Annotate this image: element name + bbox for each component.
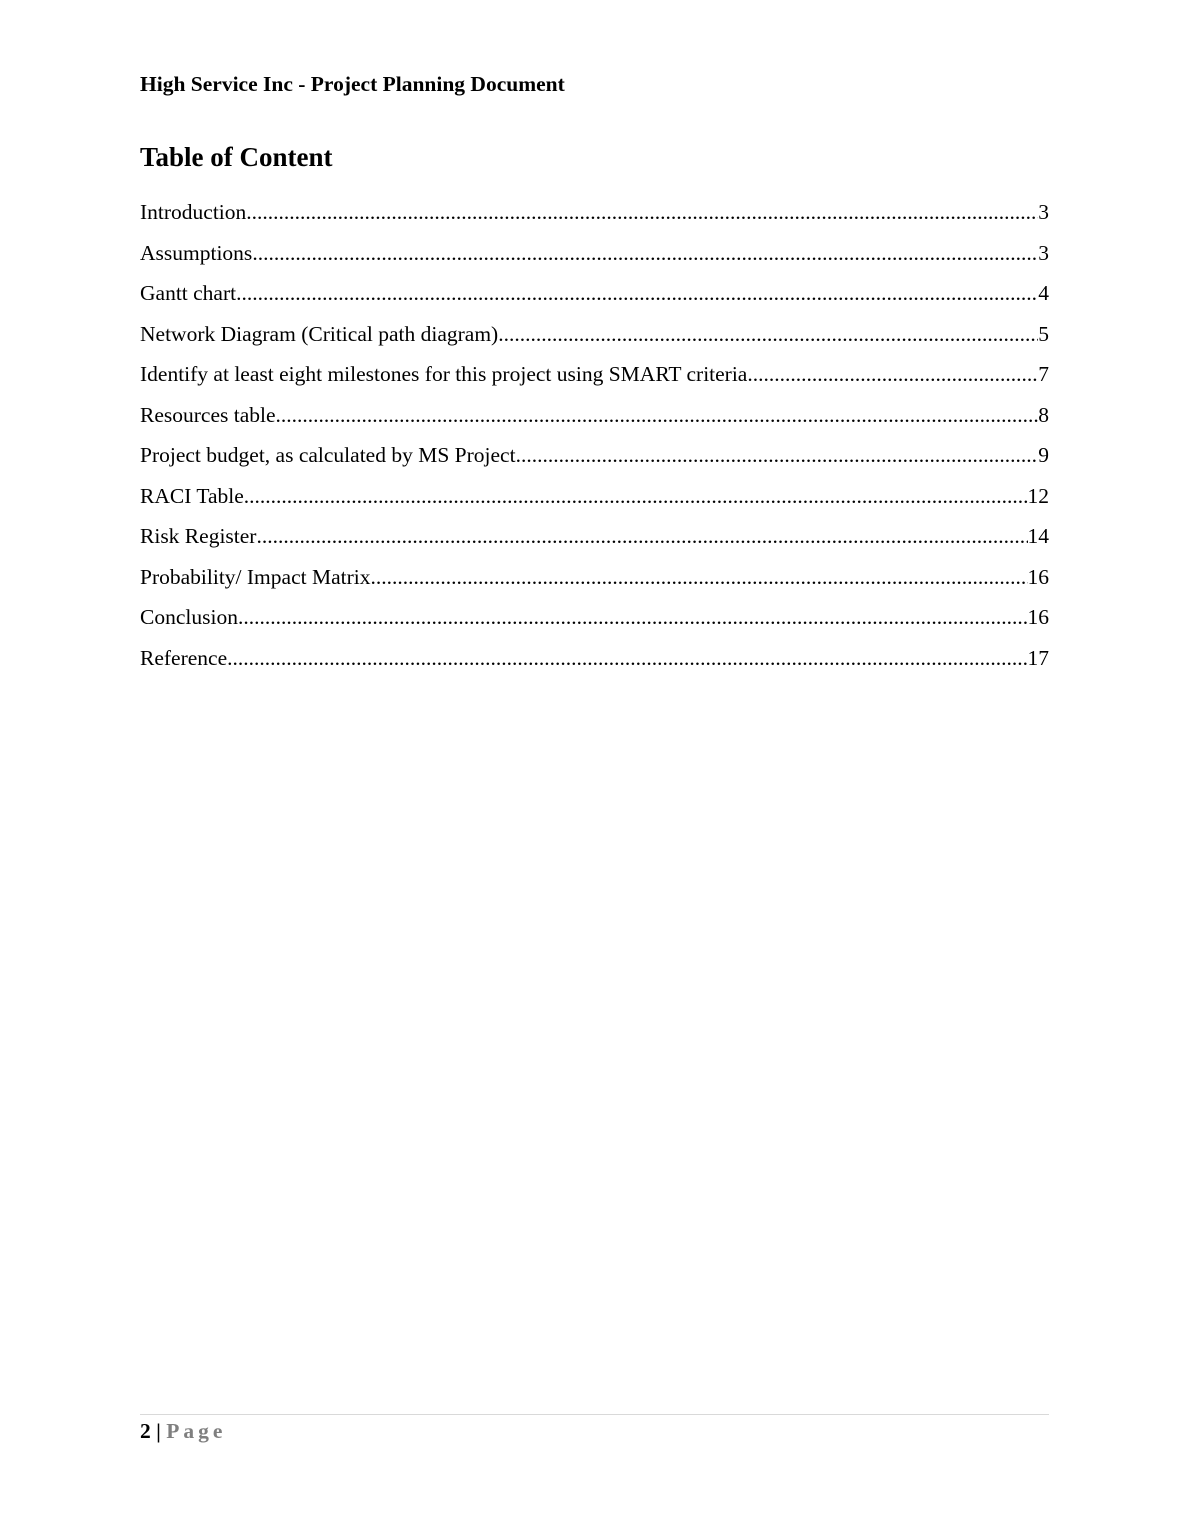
toc-entry-label: Probability/ Impact Matrix <box>140 564 371 589</box>
toc-entry-page: 4 <box>1038 281 1049 305</box>
toc-entry-probability-impact-matrix[interactable] <box>140 563 1049 604</box>
toc-entry-assumptions[interactable] <box>140 239 1049 280</box>
toc-dot-leader <box>276 401 1039 429</box>
toc-dot-leader <box>371 563 1028 591</box>
document-header-title: High Service Inc - Project Planning Document <box>140 72 565 96</box>
toc-entry-page: 9 <box>1038 443 1049 467</box>
toc-entry-page: 8 <box>1038 402 1049 427</box>
toc-dot-leader <box>236 279 1038 307</box>
footer-page-number: 2 <box>140 1419 151 1443</box>
table-of-contents <box>140 198 1049 684</box>
toc-dot-leader <box>227 644 1027 672</box>
toc-entry-project-budget[interactable] <box>140 441 1049 482</box>
toc-entry-milestones[interactable] <box>140 360 1049 401</box>
toc-dot-leader <box>244 482 1028 510</box>
toc-entry-page: 7 <box>1038 362 1049 386</box>
toc-entry-page: 16 <box>1027 564 1049 589</box>
toc-dot-leader <box>238 603 1028 631</box>
toc-dot-leader <box>516 441 1039 469</box>
toc-entry-label: Conclusion <box>140 605 238 629</box>
toc-entry-page: 3 <box>1038 200 1049 224</box>
toc-entry-page: 17 <box>1027 645 1049 670</box>
toc-entry-label: Project budget, as calculated by MS Project <box>140 443 516 467</box>
page-footer <box>140 1417 226 1445</box>
toc-entry-gantt-chart[interactable] <box>140 279 1049 320</box>
toc-heading: Table of Content <box>140 142 333 172</box>
toc-entry-page: 3 <box>1038 240 1049 265</box>
toc-entry-page: 12 <box>1027 483 1049 508</box>
toc-entry-label: Identify at least eight milestones for this project using SMART criteria <box>140 362 748 386</box>
toc-dot-leader <box>256 522 1027 550</box>
toc-entry-label: Resources table <box>140 402 276 427</box>
footer-page-word: Page <box>166 1419 227 1443</box>
toc-entry-raci-table[interactable] <box>140 482 1049 523</box>
toc-entry-label: Network Diagram (Critical path diagram) <box>140 321 499 346</box>
toc-entry-network-diagram[interactable] <box>140 320 1049 361</box>
toc-dot-leader <box>252 239 1038 267</box>
toc-entry-page: 14 <box>1027 524 1049 548</box>
footer-divider <box>140 1414 1049 1415</box>
toc-entry-page: 5 <box>1038 321 1049 346</box>
toc-dot-leader <box>246 198 1038 226</box>
toc-entry-resources-table[interactable] <box>140 401 1049 442</box>
toc-entry-page: 16 <box>1027 605 1049 629</box>
toc-entry-label: Risk Register <box>140 524 257 548</box>
toc-entry-reference[interactable] <box>140 644 1049 685</box>
toc-entry-label: Introduction <box>140 200 247 224</box>
toc-entry-label: RACI Table <box>140 483 244 508</box>
toc-entry-label: Gantt chart <box>140 281 237 305</box>
toc-entry-introduction[interactable] <box>140 198 1049 239</box>
footer-separator: | <box>156 1419 161 1443</box>
toc-dot-leader <box>747 360 1038 388</box>
toc-entry-risk-register[interactable] <box>140 522 1049 563</box>
toc-entry-label: Assumptions <box>140 240 253 265</box>
toc-dot-leader <box>498 320 1038 348</box>
toc-entry-conclusion[interactable] <box>140 603 1049 644</box>
toc-entry-label: Reference <box>140 645 228 670</box>
